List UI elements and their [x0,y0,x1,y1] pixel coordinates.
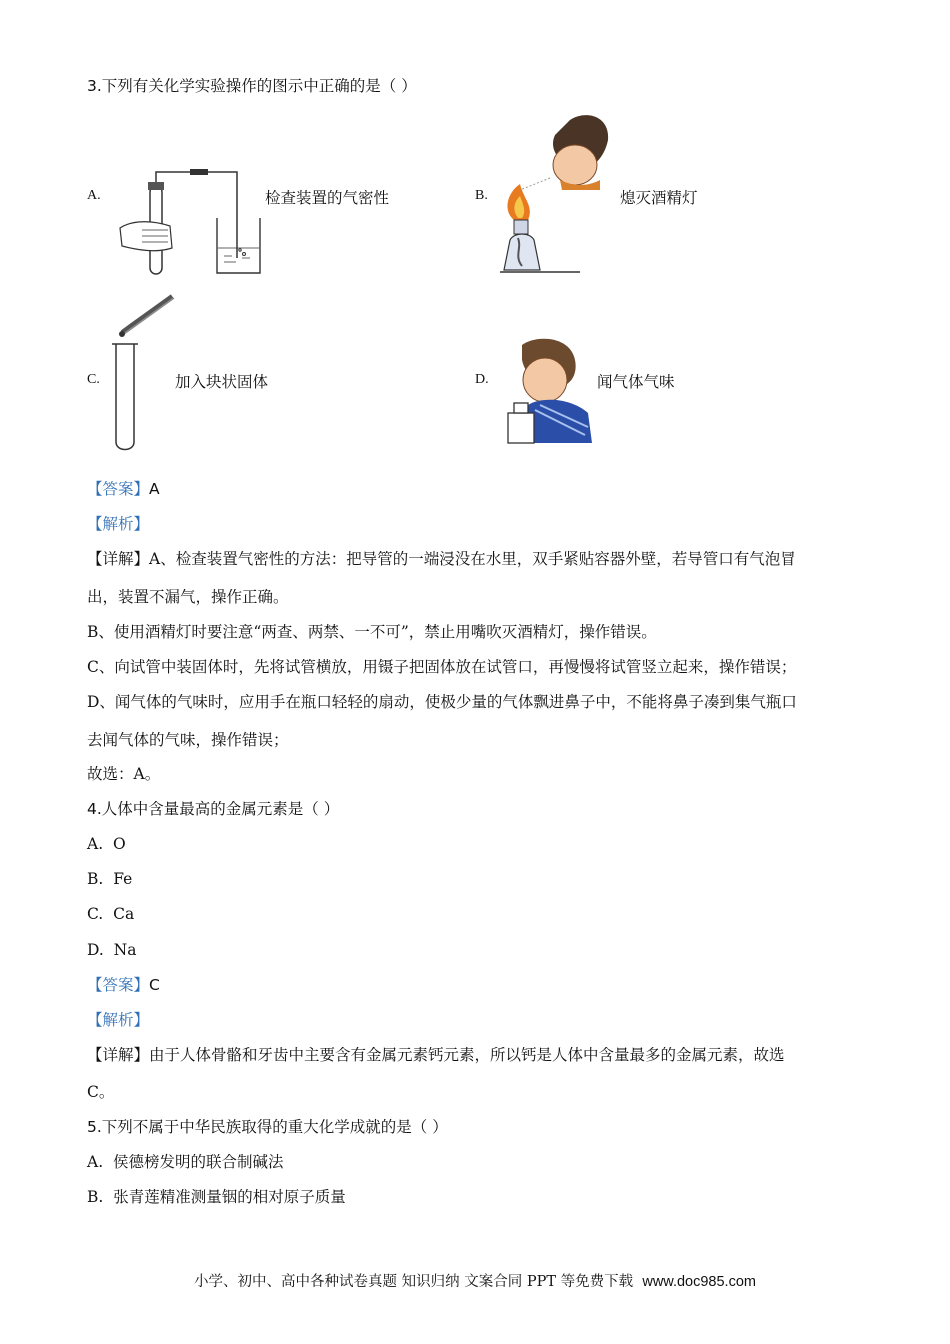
q4-option-b-letter: B. [87,870,104,888]
q3-option-d-letter: D. [475,372,489,387]
q4-answer-tag: 【答案】 [87,976,150,994]
q4-answer-line [87,975,160,995]
smell-gas-figure [500,335,595,445]
page-footer [0,1270,950,1291]
q3-option-d-label: 闻气体气味 [597,373,675,391]
q5-option-b-letter: B. [87,1188,104,1206]
q5-option-a [87,1152,284,1172]
q3-option-c-label: 加入块状固体 [175,373,269,391]
footer-text: 小学、初中、高中各种试卷真题 知识归纳 文案合同 PPT 等免费下载 [194,1274,634,1290]
q5-option-a-letter: A. [87,1153,104,1171]
q3-detail-text-1: A、检查装置气密性的方法：把导管的一端浸没在水里，双手紧贴容器外壁，若导管口有气泡冒 [149,550,796,568]
q4-option-d-text: Na [113,941,137,959]
q4-option-d-letter: D. [87,941,104,959]
q4-option-a [87,834,126,854]
q3-option-b-letter: B. [475,188,488,203]
q3-detail-tag: 【详解】 [87,550,150,568]
q4-option-c-letter: C. [87,905,104,923]
q4-option-b-text: Fe [113,870,133,888]
q4-analysis-tag: 【解析】 [87,1011,150,1029]
q5-option-b-text: 张青莲精准测量铟的相对原子质量 [113,1188,346,1206]
blow-out-alcohol-lamp-figure [500,110,615,275]
q4-option-c [87,904,134,924]
q3-option-c-letter: C. [87,372,100,387]
footer-url[interactable]: www.doc985.com [642,1274,756,1290]
q3-detail-line-3: B、使用酒精灯时要注意“两查、两禁、一不可”，禁止用嘴吹灭酒精灯，操作错误。 [87,623,657,641]
q3-analysis-tag: 【解析】 [87,515,150,533]
q5-option-b [87,1187,346,1207]
q4-detail-line-1 [87,1045,785,1065]
q3-answer-line [87,479,160,499]
q4-option-c-text: Ca [113,905,135,923]
q4-option-d [87,940,136,960]
q4-option-b [87,869,132,889]
q4-detail-line-2: C。 [87,1083,115,1101]
q3-detail-line-1 [87,549,796,569]
question-4-stem: 4.人体中含量最高的金属元素是（ ） [87,800,340,818]
question-5-stem: 5.下列不属于中华民族取得的重大化学成就的是（ ） [87,1118,448,1136]
add-solid-to-test-tube-figure [108,292,178,452]
q3-option-b-label: 熄灭酒精灯 [620,189,698,207]
q3-detail-line-7: 故选：A。 [87,765,161,783]
q3-answer: A [149,480,160,498]
q5-option-a-text: 侯德榜发明的联合制碱法 [112,1153,284,1171]
q3-answer-tag: 【答案】 [87,480,150,498]
q4-option-a-text: O [112,835,126,853]
question-3-stem: 3.下列有关化学实验操作的图示中正确的是（ ） [87,77,417,95]
q3-detail-line-2: 出，装置不漏气，操作正确。 [87,588,289,606]
q4-option-a-letter: A. [87,835,104,853]
q4-detail-tag: 【详解】 [87,1046,150,1064]
q3-option-a-letter: A. [87,188,101,203]
q3-detail-line-6: 去闻气体的气味，操作错误； [87,731,289,749]
q3-option-a-label: 检查装置的气密性 [265,189,390,207]
q4-detail-text-1: 由于人体骨骼和牙齿中主要含有金属元素钙元素，所以钙是人体中含量最多的金属元素，故选 [149,1046,785,1064]
q3-detail-line-4: C、向试管中装固体时，先将试管横放，用镊子把固体放在试管口，再慢慢将试管竖立起来，操作错误； [87,658,797,676]
q4-answer: C [149,976,160,994]
q3-detail-line-5: D、闻气体的气味时，应用手在瓶口轻轻的扇动，使极少量的气体飘进鼻子中，不能将鼻子凑到集气瓶口 [87,693,797,711]
airtightness-check-figure [112,168,262,278]
